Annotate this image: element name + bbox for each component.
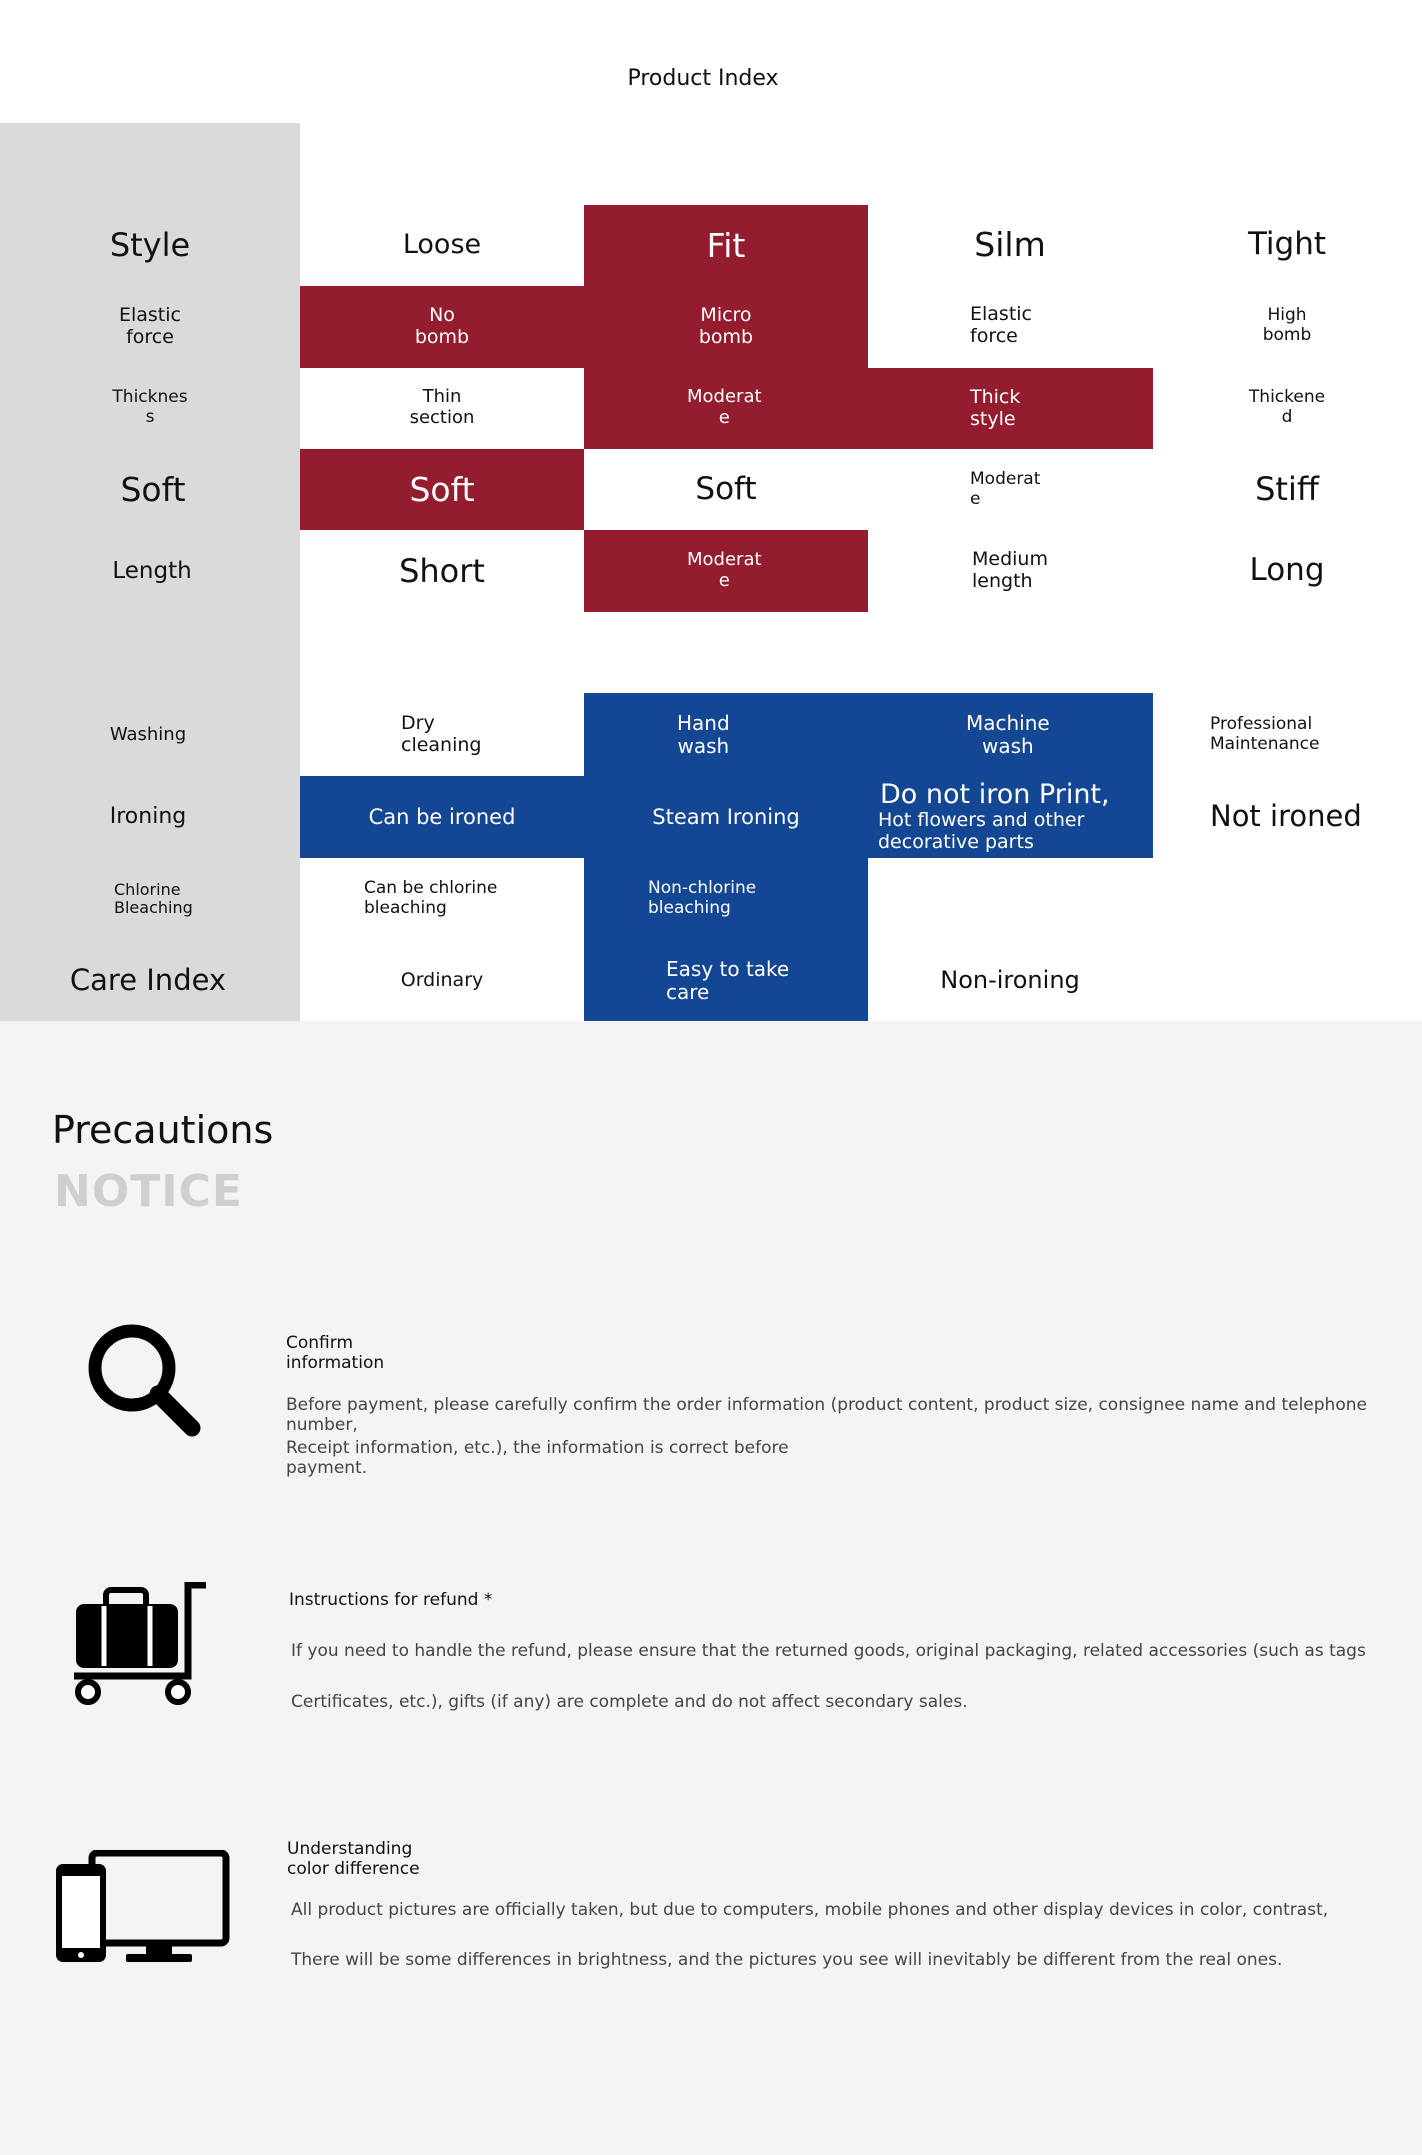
color-diff-title: Understanding color difference [287, 1839, 420, 1879]
color-diff-line1: All product pictures are officially taken, but due to computers, mobile phones and other display devices in color, contrast, [291, 1900, 1329, 1920]
chlorine-non-chlorine: Non-chlorine bleaching [584, 857, 868, 941]
ironing-do-not-iron-main: Do not iron Print, [880, 779, 1110, 810]
length-medium: Medium length [972, 548, 1048, 592]
thickness-thickened: Thickene d [1248, 387, 1326, 427]
row-label-thickness: Thicknes s [112, 387, 188, 427]
notice-subtitle: NOTICE [54, 1166, 243, 1217]
chlorine-can-bleach: Can be chlorine bleaching [364, 878, 498, 918]
care-non-ironing: Non-ironing [940, 965, 1080, 994]
color-diff-line2: There will be some differences in brightness, and the pictures you see will inevitably be different from the real ones. [291, 1950, 1283, 1970]
ironing-not-ironed: Not ironed [1210, 799, 1362, 834]
row-label-soft: Soft [120, 469, 186, 509]
length-long: Long [1249, 552, 1325, 589]
elastic-micro-bomb: Micro bomb [584, 285, 868, 368]
refund-title: Instructions for refund * [289, 1590, 493, 1610]
search-icon [82, 1318, 202, 1438]
row-label-length: Length [112, 557, 192, 584]
style-fit: Fit [584, 205, 868, 287]
elastic-no-bomb: No bomb [300, 286, 584, 368]
style-silm: Silm [974, 225, 1046, 265]
soft-moderate: Moderat e [970, 468, 1041, 509]
row-label-elastic: Elastic force [118, 304, 181, 348]
confirm-info-title: Confirm information [286, 1333, 385, 1373]
row-label-washing: Washing [109, 723, 187, 745]
care-ordinary: Ordinary [400, 968, 484, 991]
elastic-force: Elastic force [970, 303, 1033, 347]
row-label-ironing: Ironing [109, 804, 187, 830]
ironing-steam: Steam Ironing [584, 776, 868, 858]
thickness-moderate: Moderat e [584, 367, 868, 449]
thickness-thin: Thin section [409, 386, 475, 428]
row-label-style: Style [109, 225, 191, 264]
washing-dry-cleaning: Dry cleaning [401, 712, 482, 756]
style-loose: Loose [402, 229, 482, 261]
soft-soft-1: Soft [300, 449, 584, 530]
confirm-info-line2: Receipt information, etc.), the information is correct before payment. [286, 1438, 789, 1478]
page-title: Product Index [627, 66, 779, 91]
style-tight: Tight [1247, 226, 1327, 263]
precautions-title: Precautions [52, 1108, 274, 1152]
washing-machine-wash: Machine wash [868, 693, 1153, 777]
confirm-info-line1: Before payment, please carefully confirm the order information (product content, product size, consignee name and telephone number, [286, 1395, 1367, 1435]
soft-soft-2: Soft [695, 470, 757, 507]
refund-line2: Certificates, etc.), gifts (if any) are complete and do not affect secondary sales. [291, 1692, 968, 1712]
length-moderate: Moderat e [584, 530, 868, 612]
thickness-thick: Thick style [868, 368, 1153, 449]
row-label-chlorine: Chlorine Bleaching [114, 879, 193, 917]
washing-hand-wash: Hand wash [584, 693, 868, 777]
luggage-cart-icon [70, 1582, 216, 1708]
row-label-care: Care Index [69, 962, 227, 997]
ironing-can-be-ironed: Can be ironed [300, 776, 584, 858]
washing-professional: Professional Maintenance [1210, 714, 1320, 754]
devices-icon [54, 1850, 232, 1964]
ironing-do-not-iron [868, 776, 1153, 858]
refund-line1: If you need to handle the refund, please ensure that the returned goods, original packaging, related accessories (such as tags [291, 1641, 1366, 1661]
care-easy: Easy to take care [584, 940, 868, 1021]
soft-stiff: Stiff [1255, 470, 1319, 509]
length-short: Short [399, 551, 485, 590]
elastic-high-bomb: High bomb [1262, 305, 1312, 345]
ironing-do-not-iron-note: Hot flowers and other decorative parts [878, 809, 1085, 853]
